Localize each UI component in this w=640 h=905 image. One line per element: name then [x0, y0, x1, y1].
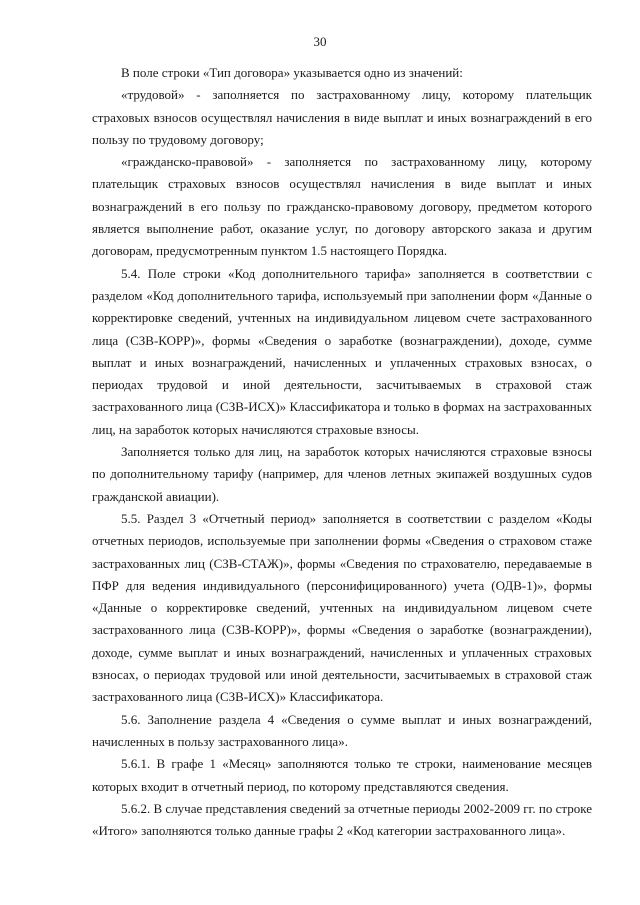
paragraph-civil-contract: «гражданско-правовой» - заполняется по застрахованному лицу, которому плательщик страховых взносов осуществлял начисления в виде выплат и иных вознаграждений в его пользу по гражданско-правовому договору, предметом которого является выполнение работ, оказание услуг, по договору авторского заказа и другим договорам, предусмотренным пунктом 1.5 настоящего Порядка. — [92, 154, 592, 259]
paragraph-5-5: 5.5. Раздел 3 «Отчетный период» заполняется в соответствии с разделом «Коды отчетных периодов, используемые при заполнении формы «Сведения о страховом стаже застрахованных лиц (СЗВ-СТАЖ)», формы «Сведения по страхователю, передаваемые в ПФР для ведения индивидуального (персонифицированного) учета (ОДВ-1)», формы «Данные о корректировке сведений, учтенных на индивидуальном лицевом счете застрахованного лица (СЗВ-КОРР)», формы «Сведения о заработке (вознаграждении), доходе, сумме выплат и иных вознаграждений, начисленных и уплаченных страховых взносах, о периодах трудовой или иной деятельности, засчитываемых в страховой стаж застрахованного лица (СЗВ-ИСХ)» Классификатора. — [92, 510, 592, 705]
paragraph-additional-tariff: Заполняется только для лиц, на заработок которых начисляются страховые взносы по дополнительному тарифу (например, для членов летных экипажей воздушных судов гражданской авиации). — [92, 444, 592, 504]
paragraph-5-6: 5.6. Заполнение раздела 4 «Сведения о сумме выплат и иных вознаграждений, начисленных в пользу застрахованного лица». — [92, 711, 592, 749]
paragraph-contract-type-intro: В поле строки «Тип договора» указывается одно из значений: — [121, 65, 463, 80]
paragraph-5-4: 5.4. Поле строки «Код дополнительного тарифа» заполняется в соответствии с разделом «Код дополнительного тарифа, используемый при заполнении форм «Данные о корректировке сведений, учтенных на индивидуальном лицевом счете застрахованного лица (СЗВ-КОРР)», формы «Сведения о заработке (вознаграждении), доходе, сумме выплат и иных вознаграждений, начисленных и уплаченных страховых взносах, о периодах трудовой и иной деятельности, засчитываемых в страховой стаж застрахованного лица (СЗВ-ИСХ)» Классификатора и только в формах на застрахованных лиц, на заработок которых начисляются страховые взносы. — [92, 265, 592, 437]
paragraph-5-6-2: 5.6.2. В случае представления сведений за отчетные периоды 2002-2009 гг. по строке «Итого» заполняются только данные графы 2 «Код категории застрахованного лица». — [92, 800, 592, 839]
document-body — [92, 62, 592, 842]
paragraph-5-6-1: 5.6.1. В графе 1 «Месяц» заполняются только те строки, наименование месяцев которых входит в отчетный период, по которому представляются сведения. — [92, 756, 592, 794]
paragraph-labor-contract: «трудовой» - заполняется по застрахованному лицу, которому плательщик страховых взносов осуществлял начисления в виде выплат и иных вознаграждений в его пользу по трудовому договору; — [92, 87, 592, 147]
page-number: 30 — [313, 34, 327, 49]
